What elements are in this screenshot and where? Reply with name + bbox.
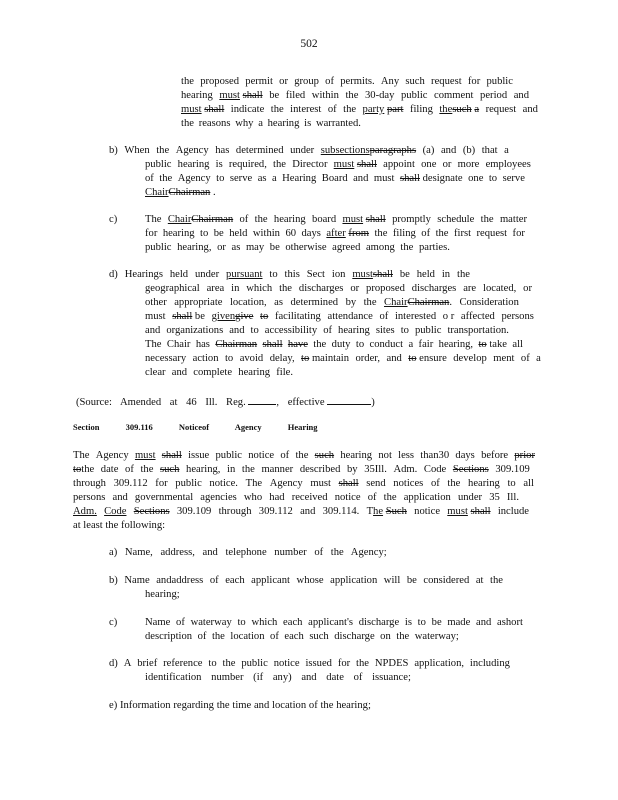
body-line-3: through 309.112 for public notice. The Agency must shall send notices of the hearing to all [73, 478, 534, 489]
source-prefix: (Source: Amended at 46 Ill. Reg. [76, 397, 246, 408]
para-c-line-3: public hearing, or as may be otherwise agreed among the parties. [145, 242, 450, 253]
body-line-6: at least the following: [73, 520, 166, 531]
para-c-line-1: The ChairChairman of the hearing board must shall promptly schedule the matter [145, 214, 527, 225]
a-cont-line-2: hearing must shall be filed within the 30-day public comment period and [181, 90, 529, 101]
para-d-line-8: clear and complete hearing file. [145, 367, 293, 378]
a-cont-line-3: must shall indicate the interest of the party part filing thesuch a request and [181, 104, 538, 115]
list-e: e) Information regarding the time and location of the hearing; [109, 700, 371, 711]
list-b-line-2: hearing; [145, 589, 180, 600]
para-d-line-4: must shall be givengive to facilitating attendance of interested o r affected persons [145, 311, 534, 322]
list-c-label: c) [109, 617, 118, 628]
list-b-line-1: b) Name andaddress of each applicant whose application will be considered at the [109, 575, 503, 586]
para-d-line-2: geographical area in which the discharges or proposed discharges are located, or [145, 283, 532, 294]
body-line-1: The Agency must shall issue public notice of the such hearing not less than30 days before prior [73, 450, 535, 461]
page-number: 502 [300, 38, 318, 50]
para-b-line-3: of the Agency to serve as a Hearing Board and must shall designate one to serve [145, 173, 525, 184]
para-b-line-4: ChairChairman . [145, 187, 216, 198]
source-suffix: ) [371, 397, 375, 408]
body-line-2: tothe date of the such hearing, in the manner described by 35Ill. Adm. Code Sections 309.109 [73, 464, 530, 475]
source-mid: , effective [276, 397, 325, 408]
source-note [76, 395, 375, 410]
para-b-line-1: b) When the Agency has determined under subsectionsparagraphs (a) and (b) that a [109, 145, 509, 156]
section-title-1: Noticeof [178, 422, 210, 432]
para-d-line-1: d) Hearings held under pursuant to this Sect ion mustshall be held in the [109, 269, 470, 280]
a-cont-line-1: the proposed permit or group of permits. Any such request for public [181, 76, 513, 87]
list-d-line-1: d) A brief reference to the public notice issued for the NPDES application, including [109, 658, 510, 669]
para-d-line-5: and organizations and to accessibility of hearing sites to public transportation. [145, 325, 509, 336]
section-number: 309.116 [125, 422, 153, 432]
para-d-line-6: The Chair has Chairman shall have the duty to conduct a fair hearing, to take all [145, 339, 523, 350]
para-c-line-2: for hearing to be held within 60 days after from the filing of the first request for [145, 228, 525, 239]
a-cont-line-4: the reasons why a hearing is warranted. [181, 118, 361, 129]
list-d-line-2: identification number (if any) and date of issuance; [145, 672, 411, 683]
list-c-line-1: Name of waterway to which each applicant's discharge is to be made and ashort [145, 617, 523, 628]
section-word: Section [73, 422, 100, 432]
section-heading [73, 422, 342, 432]
para-d-line-7: necessary action to avoid delay, to maintain order, and to ensure develop ment of a [145, 353, 541, 364]
list-a: a) Name, address, and telephone number of the Agency; [109, 547, 387, 558]
list-c-line-2: description of the location of each such discharge on the waterway; [145, 631, 459, 642]
para-b-line-2: public hearing is required, the Director must shall appoint one or more employees [145, 159, 531, 170]
body-line-5: Adm. Code Sections 309.109 through 309.112 and 309.114. The Such notice must shall include [73, 506, 529, 517]
para-c-label: c) [109, 214, 118, 225]
section-title-2: Agency [234, 422, 262, 432]
body-line-4: persons and governmental agencies who had received notice of the application under 35 Ill. [73, 492, 519, 503]
para-d-line-3: other appropriate location, as determined by the ChairChairman. Consideration [145, 297, 519, 308]
section-title-3: Hearing [287, 422, 318, 432]
